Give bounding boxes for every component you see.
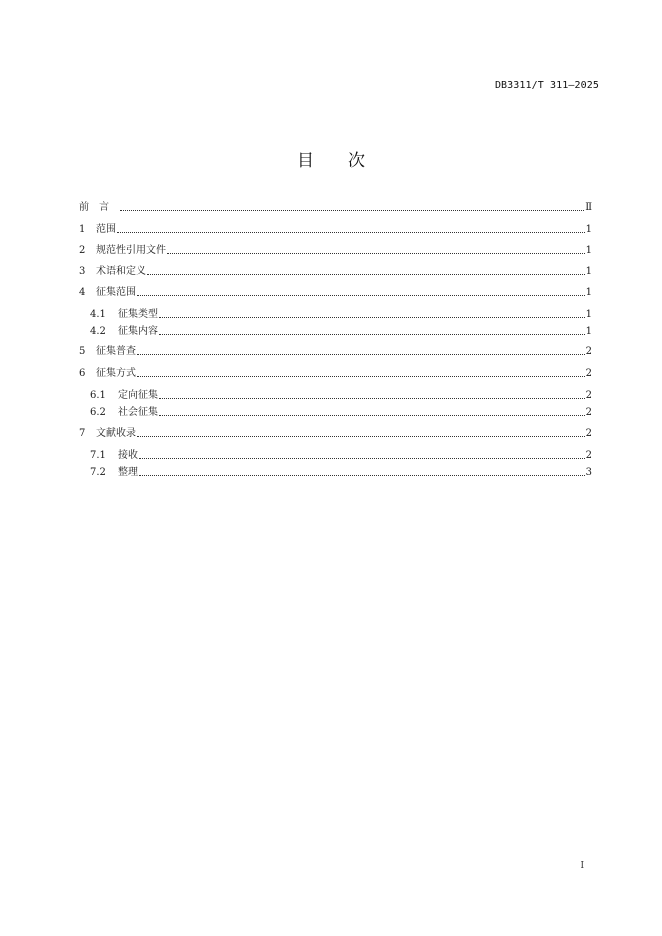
toc-entry-number: 7 [79,428,86,439]
toc-entry-number: 3 [79,266,86,277]
toc-entry-number: 6.1 [90,390,106,401]
toc-entry-public-collection[interactable] [90,405,592,419]
toc-entry-page: 2 [585,428,592,439]
dot-leader [147,274,585,275]
toc-entry-number: 7.2 [90,467,106,478]
dot-leader [139,475,585,476]
toc-entry-page: 2 [585,390,592,401]
toc-entry-number: 1 [79,224,86,235]
toc-entry-number: 2 [79,245,86,256]
toc-entry-collection-survey[interactable] [79,344,592,358]
toc-entry-normative-references[interactable] [79,243,592,257]
toc-entry-collection-methods[interactable] [79,366,592,380]
toc-entry-label: 接收 [118,450,138,461]
page-number: I [580,861,584,871]
dot-leader [167,253,585,254]
dot-leader [159,415,585,416]
dot-leader [120,210,584,211]
toc-entry-collection-types[interactable] [90,307,592,321]
toc-entry-number: 6.2 [90,407,106,418]
toc-entry-page: 1 [585,309,592,320]
toc-entry-page: 2 [585,450,592,461]
toc-entry-number: 7.1 [90,450,106,461]
dot-leader [117,232,585,233]
toc-entry-page: 1 [585,224,592,235]
dot-leader [159,398,585,399]
dot-leader [137,354,585,355]
toc-entry-number: 4.2 [90,326,106,337]
toc-entry-targeted-collection[interactable] [90,388,592,402]
toc-entry-collection-content[interactable] [90,324,592,338]
toc-entry-page: 2 [585,346,592,357]
toc-entry-label: 整理 [118,467,138,478]
toc-entry-terms-definitions[interactable] [79,264,592,278]
dot-leader [159,317,585,318]
toc-entry-number: 4.1 [90,309,106,320]
toc-entry-label: 规范性引用文件 [96,245,166,256]
dot-leader [139,458,585,459]
toc-entry-page: 2 [585,368,592,379]
toc-entry-page: 1 [585,245,592,256]
toc-title-char-2: 次 [348,151,365,171]
dot-leader [159,334,585,335]
toc-entry-document-inclusion[interactable] [79,426,592,440]
toc-entry-label: 征集范围 [96,287,136,298]
toc-entry-label: 征集内容 [118,326,158,337]
toc-entry-label: 征集方式 [96,368,136,379]
toc-entry-label: 征集普查 [96,346,136,357]
dot-leader [137,436,585,437]
toc-entry-page: 3 [585,467,592,478]
toc-entry-number: 6 [79,368,86,379]
toc-title [0,146,662,171]
toc-entry-page: 1 [585,287,592,298]
toc-entry-label: 社会征集 [118,407,158,418]
toc-entry-receiving[interactable] [90,448,592,462]
toc-entry-preface[interactable] [79,200,592,214]
toc-entry-collection-scope[interactable] [79,285,592,299]
toc-entry-page: 1 [585,266,592,277]
toc-entry-organizing[interactable] [90,465,592,479]
toc-entry-label: 前言 [79,202,119,213]
toc-entry-number: 4 [79,287,86,298]
toc-entry-page: 2 [585,407,592,418]
dot-leader [137,376,585,377]
toc-entry-label: 术语和定义 [96,266,146,277]
toc-entry-page: Ⅱ [585,202,592,213]
dot-leader [137,295,585,296]
toc-entry-label: 征集类型 [118,309,158,320]
document-code: DB3311/T 311—2025 [494,80,599,91]
toc-entry-number: 5 [79,346,86,357]
toc-entry-label: 文献收录 [96,428,136,439]
toc-entry-page: 1 [585,326,592,337]
toc-entry-label: 定向征集 [118,390,158,401]
toc-entry-scope[interactable] [79,222,592,236]
toc-entry-label: 范围 [96,224,116,235]
toc-title-char-1: 目 [297,151,314,171]
